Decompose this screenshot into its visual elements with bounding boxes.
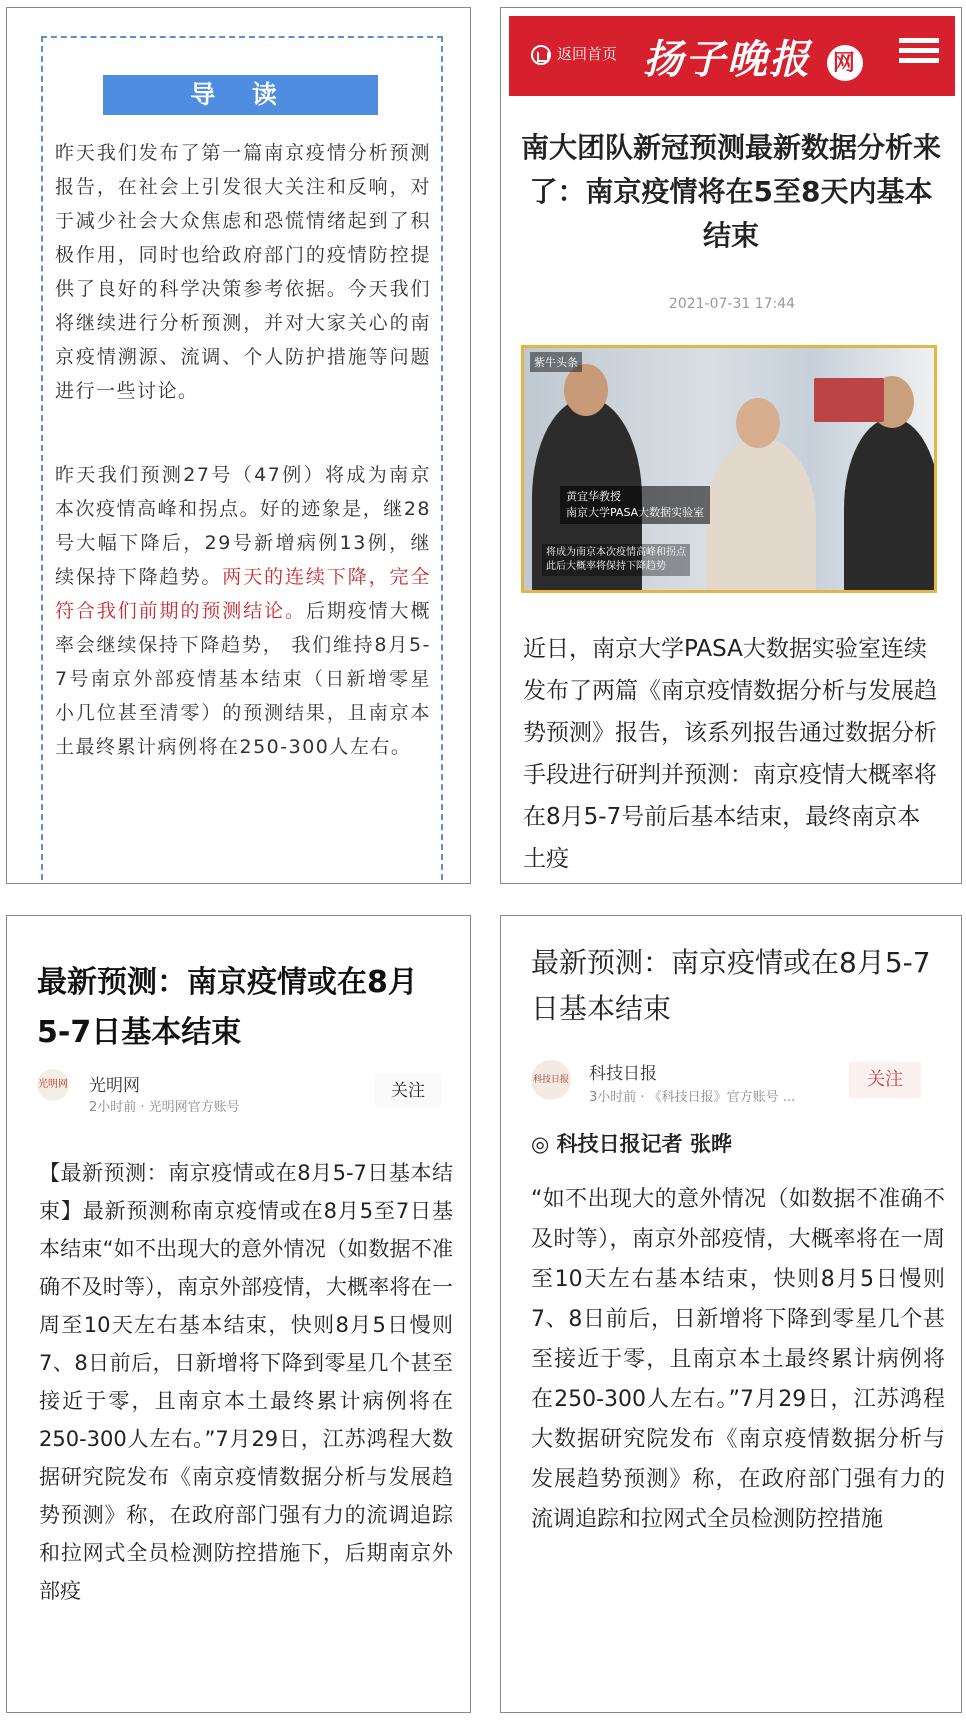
source-name[interactable]: 科技日报 xyxy=(589,1064,657,1084)
guide-panel xyxy=(6,7,471,884)
photo-brand: 紫牛头条 xyxy=(530,352,582,372)
para2-text-b: 后期疫情大概率会继续保持下降趋势， 我们维持8月5-7号南京外部疫情基本结束（日新增零星小几位甚至清零）的预测结果，且南京本土最终累计病例将在250-300人左右。 xyxy=(55,600,431,758)
source-avatar[interactable]: 光明网 xyxy=(37,1069,69,1101)
back-home-label: 返回首页 xyxy=(557,45,618,63)
source-name[interactable]: 光明网 xyxy=(89,1076,140,1096)
article-title: 最新预测：南京疫情或在8月5-7日基本结束 xyxy=(37,965,418,1050)
follow-button[interactable]: 关注 xyxy=(375,1074,441,1108)
subtitle-line-2: 此后大概率将保持下降趋势 xyxy=(546,561,666,572)
menu-icon[interactable] xyxy=(899,38,939,68)
site-header xyxy=(509,16,955,96)
caption-title: 南京大学PASA大数据实验室 xyxy=(566,506,705,519)
sci-tech-daily-panel xyxy=(500,915,962,1713)
source-meta: 3小时前 · 《科技日报》官方账号 ... xyxy=(589,1090,796,1105)
site-logo-badge: 网 xyxy=(827,45,863,81)
photo-subtitle xyxy=(542,544,690,576)
reporter-line: ◎ 科技日报记者 张晔 xyxy=(531,1132,732,1156)
yangtse-evening-panel xyxy=(500,7,962,884)
photo-caption xyxy=(560,486,710,524)
source-meta: 2小时前 · 光明网官方账号 xyxy=(89,1100,240,1115)
article-body: 【最新预测：南京疫情或在8月5-7日基本结束】最新预测称南京疫情或在8月5至7日基本结束“如不出现大的意外情况（如数据不准确不及时等），南京外部疫情，大概率将在一周至10天左右基本结束，快则8月5日慢则7、8日前后，日新增将下降到零星几个甚至接近于零，且南京本土最终累计病例将在250-300人左右。”7月29日，江苏鸿程大数据研究院发布《南京疫情数据分析与发展趋势预测》称，在政府部门强有力的流调追踪和拉网式全员检测防控措施下，后期南京外部疫 xyxy=(39,1161,453,1603)
para2-highlight: 两天的连续下降，完全符合我们前期的预测结论。 xyxy=(55,566,431,622)
wall-poster xyxy=(814,378,884,422)
article-body: 近日，南京大学PASA大数据实验室连续发布了两篇《南京疫情数据分析与发展趋势预测》报告，该系列报告通过数据分析手段进行研判并预测：南京疫情大概率将在8月5-7号前后基本结束，最终南京本土疫 xyxy=(523,636,937,872)
person-center-head xyxy=(736,398,780,448)
site-logo xyxy=(643,28,863,85)
guangming-panel xyxy=(6,915,471,1713)
article-photo[interactable] xyxy=(521,345,937,593)
person-right xyxy=(844,418,937,593)
article-date: 2021-07-31 17:44 xyxy=(668,296,796,312)
guide-paragraph-1: 昨天我们发布了第一篇南京疫情分析预测报告，在社会上引发很大关注和反响，对于减少社会大众焦虑和恐慌情绪起到了积极作用，同时也给政府部门的疫情防控提供了良好的科学决策参考依据。今天我们将继续进行分析预测，并对大家关心的南京疫情溯源、流调、个人防护措施等问题进行一些讨论。 xyxy=(55,142,431,402)
guide-paragraph-2 xyxy=(55,458,431,764)
article-headline: 南大团队新冠预测最新数据分析来了：南京疫情将在5至8天内基本结束 xyxy=(521,131,942,252)
back-home-button[interactable] xyxy=(531,43,617,65)
person-center xyxy=(706,438,816,593)
source-avatar[interactable]: 科技日报 xyxy=(531,1060,571,1100)
site-logo-text: 扬子晚报 xyxy=(643,36,811,83)
home-icon xyxy=(531,45,551,65)
follow-button[interactable]: 关注 xyxy=(849,1062,921,1098)
article-title: 最新预测：南京疫情或在8月5-7日基本结束 xyxy=(531,946,931,1025)
para2-text-a: 昨天我们预测27号（47例）将成为南京本次疫情高峰和拐点。好的迹象是，继28号大幅下降后，29号新增病例13例，继续保持下降趋势。 xyxy=(55,464,431,588)
guide-heading: 导 读 xyxy=(103,75,378,115)
caption-name: 黄宜华教授 xyxy=(566,490,621,503)
article-body: “如不出现大的意外情况（如数据不准确不及时等），南京外部疫情，大概率将在一周至10天左右基本结束，快则8月5日慢则7、8日前后，日新增将下降到零星几个甚至接近于零，且南京本土最终累计病例将在250-300人左右。”7月29日，江苏鸿程大数据研究院发布《南京疫情数据分析与发展趋势预测》称，在政府部门强有力的流调追踪和拉网式全员检测防控措施 xyxy=(531,1187,945,1532)
subtitle-line-1: 将成为南京本次疫情高峰和拐点 xyxy=(546,547,686,558)
